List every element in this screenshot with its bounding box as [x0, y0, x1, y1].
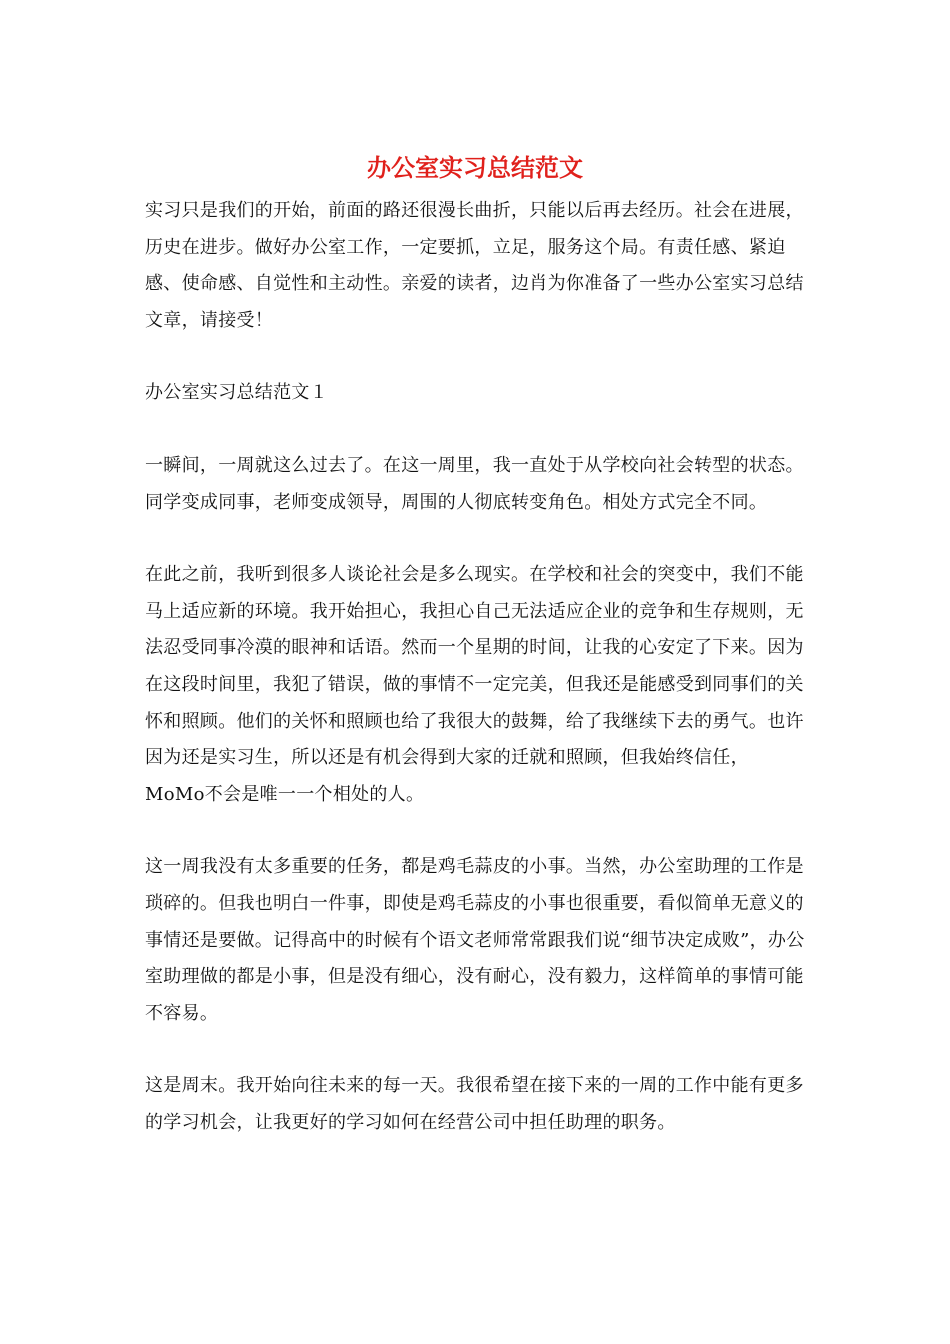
body-paragraph: 这一周我没有太多重要的任务，都是鸡毛蒜皮的小事。当然，办公室助理的工作是琐碎的。但我也明白一件事，即使是鸡毛蒜皮的小事也很重要，看似简单无意义的事情还是要做。记得高中的时候有个语文老师常常跟我们说“细节决定成败”，办公室助理做的都是小事，但是没有细心，没有耐心，没有毅力，这样简单的事情可能不容易。 — [145, 856, 805, 1024]
document-title: 办公室实习总结范文 — [367, 153, 583, 182]
body-paragraph: 一瞬间，一周就这么过去了。在这一周里，我一直处于从学校向社会转型的状态。同学变成同事，老师变成领导，周围的人彻底转变角色。相处方式完全不同。 — [145, 454, 804, 513]
section-heading: 办公室实习总结范文１ — [145, 382, 328, 404]
intro-paragraph: 实习只是我们的开始，前面的路还很漫长曲折，只能以后再去经历。社会在进展，历史在进步。做好办公室工作，一定要抓，立足，服务这个局。有责任感、紧迫感、使命感、自觉性和主动性。亲爱的读者，边肖为你准备了一些办公室实习总结文章，请接受！ — [145, 200, 804, 331]
body-paragraph: 这是周末。我开始向往未来的每一天。我很希望在接下来的一周的工作中能有更多的学习机会，让我更好的学习如何在经营公司中担任助理的职务。 — [145, 1075, 804, 1133]
body-paragraph: 在此之前，我听到很多人谈论社会是多么现实。在学校和社会的突变中，我们不能马上适应新的环境。我开始担心，我担心自己无法适应企业的竞争和生存规则，无法忍受同事冷漠的眼神和话语。然而一个星期的时间，让我的心安定了下来。因为在这段时间里，我犯了错误，做的事情不一定完美，但我还是能感受到同事们的关怀和照顾。他们的关怀和照顾也给了我很大的鼓舞，给了我继续下去的勇气。也许因为还是实习生，所以还是有机会得到大家的迁就和照顾，但我始终信任，MoMo不会是唯一一个相处的人。 — [145, 564, 804, 805]
document-body — [145, 193, 805, 1141]
